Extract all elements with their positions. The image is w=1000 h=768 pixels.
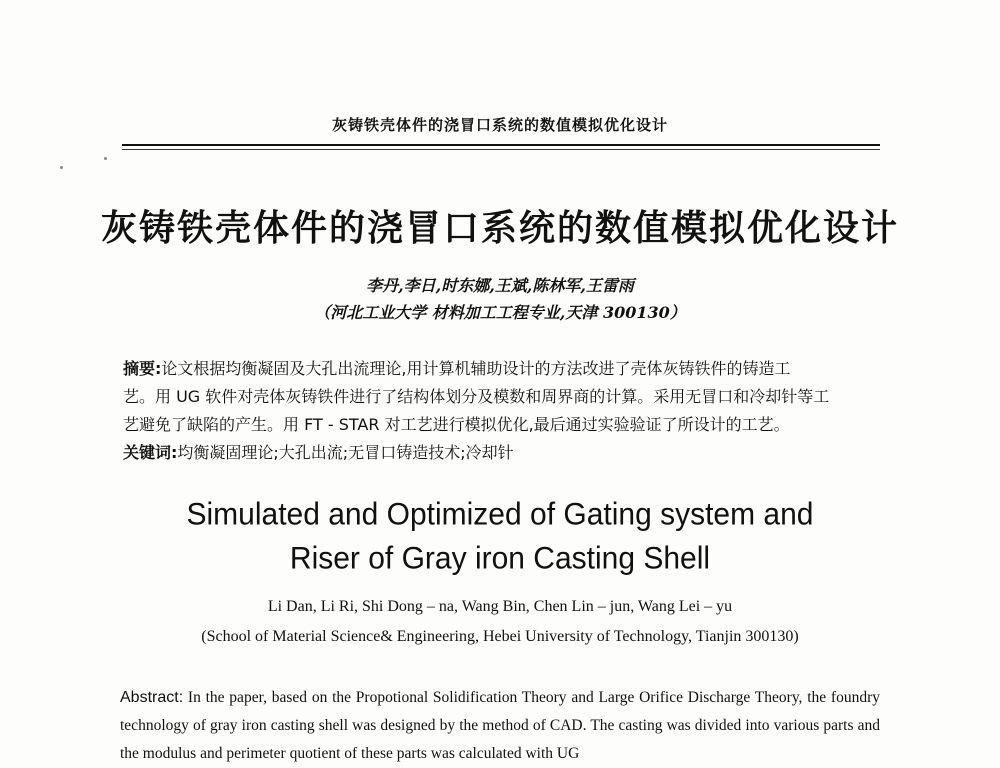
chinese-abstract [123, 355, 883, 467]
english-title [100, 493, 900, 581]
english-abstract [120, 684, 880, 768]
scan-speck [60, 166, 63, 169]
scan-speck [104, 157, 107, 160]
chinese-abstract-label: 摘要: [123, 359, 162, 378]
chinese-keywords [123, 439, 883, 467]
english-affiliation: (School of Material Science& Engineering, Hebei University of Technology, Tianjin 300130) [201, 628, 799, 645]
english-title-line-2: Riser of Gray iron Casting Shell [289, 541, 711, 576]
chinese-authors: 李丹,李日,时东娜,王斌,陈林军,王雷雨 [366, 276, 634, 295]
chinese-affiliation: （河北工业大学 材料加工工程专业,天津 300130） [314, 303, 686, 322]
chinese-abstract-line-2: 艺。用 UG 软件对壳体灰铸铁件进行了结构体划分及模数和周界商的计算。采用无冒口和冷却针等工 [123, 387, 830, 406]
chinese-title: 灰铸铁壳体件的浇冒口系统的数值模拟优化设计 [100, 208, 899, 249]
english-title-line-1: Simulated and Optimized of Gating system and [186, 497, 814, 532]
english-authors: Li Dan, Li Ri, Shi Dong – na, Wang Bin, Chen Lin – jun, Wang Lei – yu [267, 598, 733, 615]
chinese-abstract-line-3: 艺避免了缺陷的产生。用 FT - STAR 对工艺进行模拟优化,最后通过实验验证了所设计的工艺。 [123, 415, 790, 434]
chinese-keywords-text: 均衡凝固理论;大孔出流;无冒口铸造技术;冷却针 [177, 443, 514, 462]
chinese-abstract-line-1: 摘要:论文根据均衡凝固及大孔出流理论,用计算机辅助设计的方法改进了壳体灰铸铁件的铸造工 [123, 359, 791, 378]
header-rule-thin [122, 149, 880, 150]
english-abstract-label: Abstract: [120, 689, 184, 706]
chinese-keywords-label: 关键词: [123, 443, 178, 462]
header-rule-thick [122, 144, 880, 146]
english-abstract-text: In the paper, based on the Propotional Solidification Theory and Large Orifice Discharge Theory, the foundry technology of gray iron casting shell was designed by the method of CAD. The casting was divided into various parts and the modulus and perimeter quotient of these parts was calculated with UG [120, 689, 880, 762]
running-header: 灰铸铁壳体件的浇冒口系统的数值模拟优化设计 [331, 116, 668, 134]
